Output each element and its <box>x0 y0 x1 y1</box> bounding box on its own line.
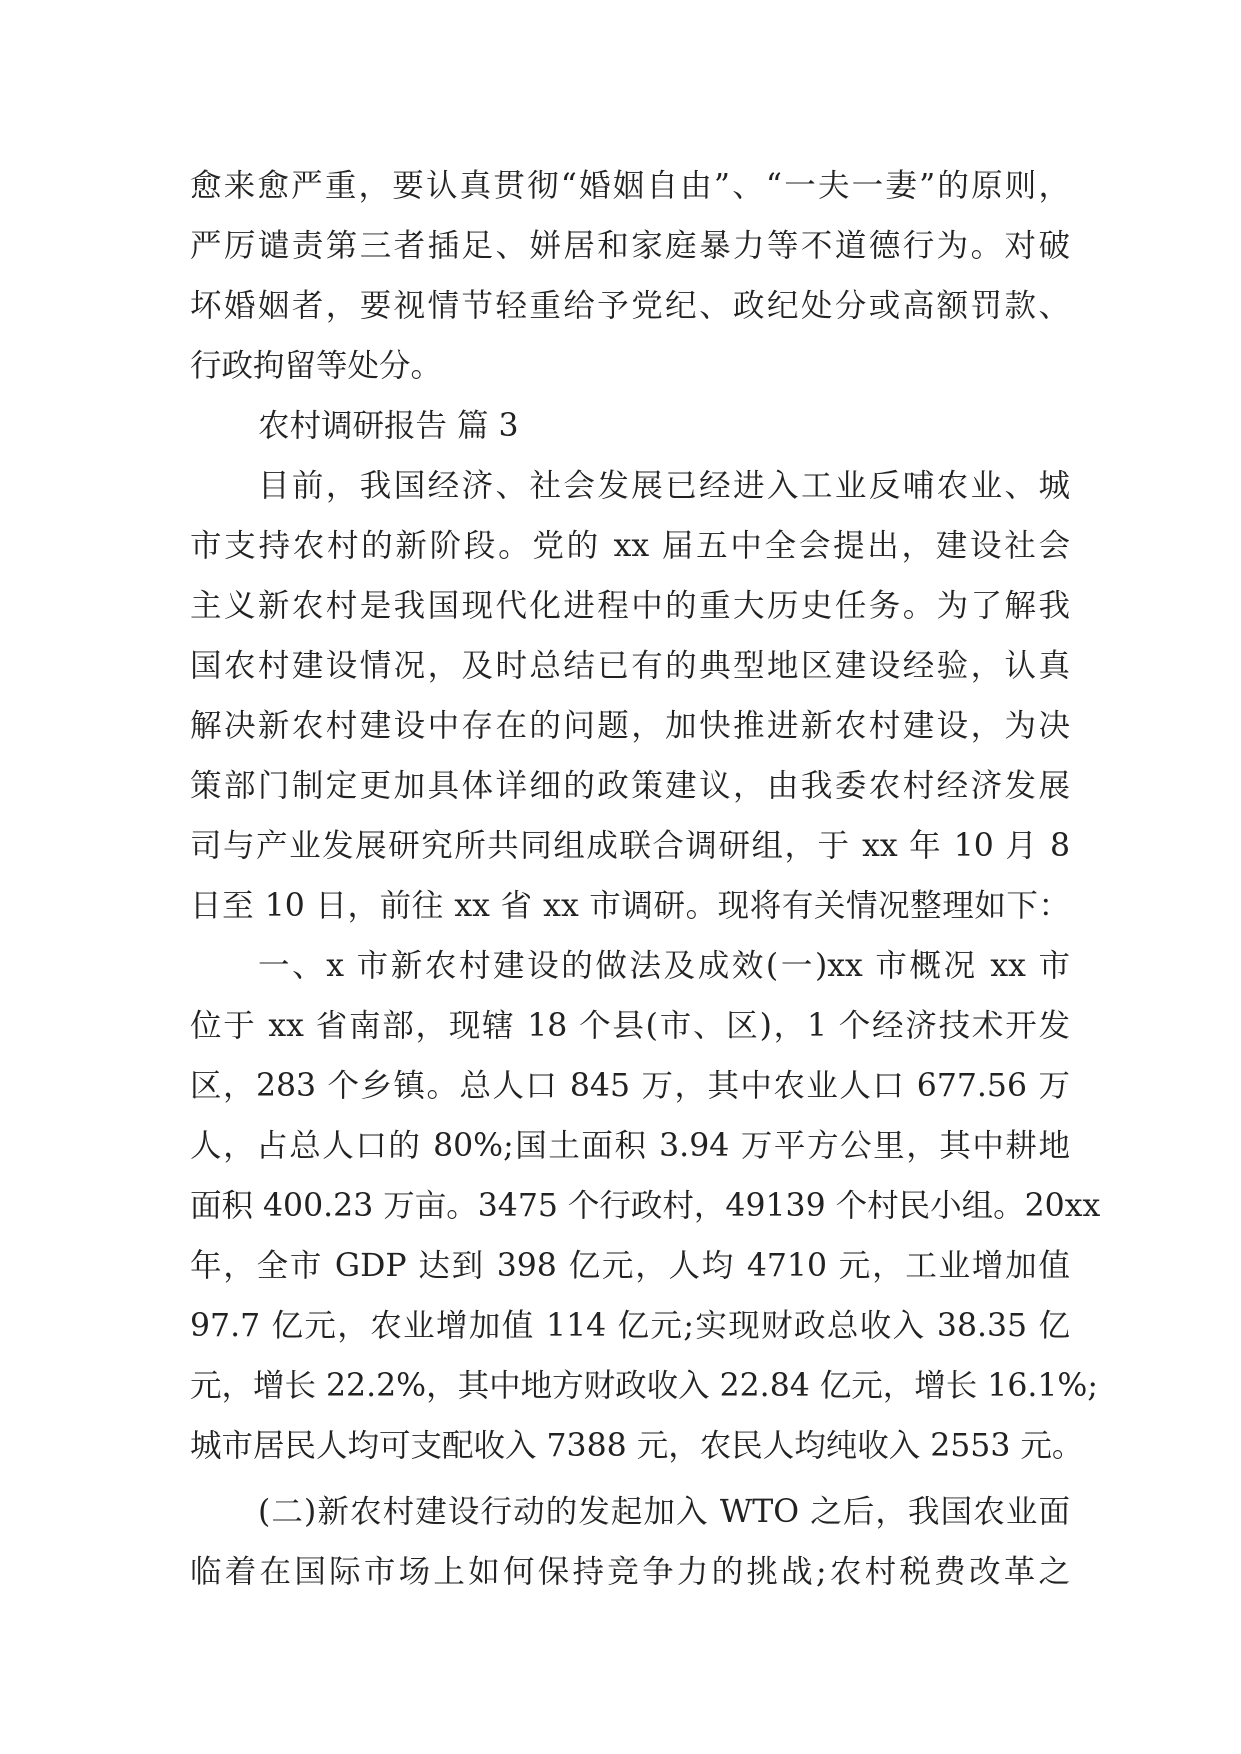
text-line: 行政拘留等处分。 <box>190 348 443 384</box>
text-line: 国农村建设情况，及时总结已有的典型地区建设经验，认真 <box>190 648 1070 684</box>
text-line: 市支持农村的新阶段。党的 xx 届五中全会提出，建设社会 <box>190 528 1070 564</box>
text-line: 愈来愈严重，要认真贯彻“婚姻自由”、“一夫一妻”的原则， <box>190 168 1070 204</box>
text-line: 目前，我国经济、社会发展已经进入工业反哺农业、城 <box>258 468 1070 504</box>
text-line: 临着在国际市场上如何保持竞争力的挑战;农村税费改革之 <box>190 1554 1070 1590</box>
section-heading: 农村调研报告 篇 3 <box>258 408 519 444</box>
text-line: 策部门制定更加具体详细的政策建议，由我委农村经济发展 <box>190 768 1070 804</box>
text-line: 司与产业发展研究所共同组成联合调研组，于 xx 年 10 月 8 <box>190 828 1070 864</box>
text-line: 严厉谴责第三者插足、姘居和家庭暴力等不道德行为。对破 <box>190 228 1070 264</box>
text-line: 97.7 亿元，农业增加值 114 亿元;实现财政总收入 38.35 亿 <box>190 1308 1070 1344</box>
text-line: 坏婚姻者，要视情节轻重给予党纪、政纪处分或高额罚款、 <box>190 288 1070 324</box>
text-line: 解决新农村建设中存在的问题，加快推进新农村建设，为决 <box>190 708 1070 744</box>
text-line: 面积 400.23 万亩。3475 个行政村，49139 个村民小组。20xx <box>190 1188 1101 1224</box>
text-line: 年，全市 GDP 达到 398 亿元，人均 4710 元，工业增加值 <box>190 1248 1070 1284</box>
text-line: 日至 10 日，前往 xx 省 xx 市调研。现将有关情况整理如下： <box>190 888 1070 924</box>
document-body <box>190 156 1101 1602</box>
text-line: 元，增长 22.2%，其中地方财政收入 22.84 亿元，增长 16.1%; <box>190 1368 1098 1404</box>
text-line: 人，占总人口的 80%;国土面积 3.94 万平方公里，其中耕地 <box>190 1128 1070 1164</box>
text-line: 城市居民人均可支配收入 7388 元，农民人均纯收入 2553 元。 <box>190 1428 1084 1464</box>
text-line: 主义新农村是我国现代化进程中的重大历史任务。为了解我 <box>190 588 1070 624</box>
text-line: 一、x 市新农村建设的做法及成效(一)xx 市概况 xx 市 <box>258 948 1070 984</box>
text-line: 位于 xx 省南部，现辖 18 个县(市、区)，1 个经济技术开发 <box>190 1008 1070 1044</box>
text-line: (二)新农村建设行动的发起加入 WTO 之后，我国农业面 <box>258 1494 1070 1530</box>
text-line: 区，283 个乡镇。总人口 845 万，其中农业人口 677.56 万 <box>190 1068 1070 1104</box>
